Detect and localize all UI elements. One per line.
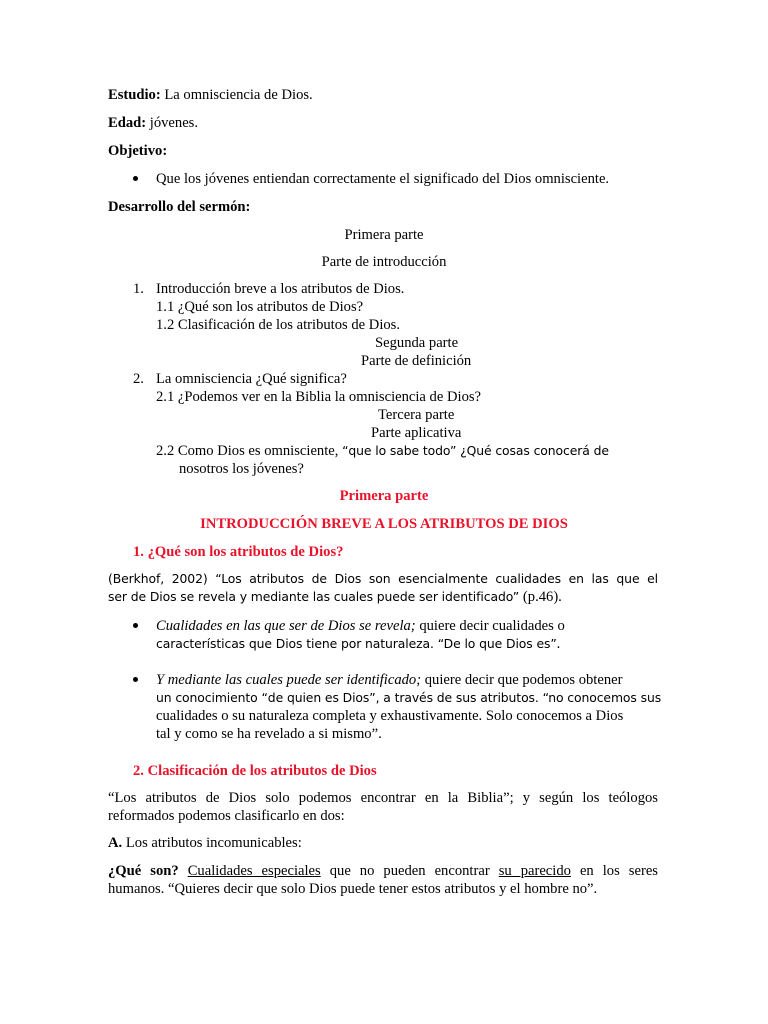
para1-line1: (Berkhof, 2002) “Los atributos de Dios son esencialmente cualidades en las que el: [108, 571, 658, 586]
que-son-line2: humanos. “Quieres decir que solo Dios puede tener estos atributos y el hombre no”.: [108, 881, 598, 897]
estudio-value: La omnisciencia de Dios.: [160, 87, 313, 103]
estudio-line: [108, 86, 313, 104]
bullet1-rest: quiere decir cualidades o: [415, 618, 565, 634]
bullet2-line1: [156, 671, 622, 689]
question-2: 2. Clasificación de los atributos de Dios: [133, 763, 377, 779]
outline-item1-2: 1.2 Clasificación de los atributos de Dios.: [156, 317, 400, 333]
para1-line2: [108, 588, 562, 606]
desarrollo-label: Desarrollo del sermón:: [108, 199, 251, 215]
outline-part3-sub: Parte aplicativa: [371, 425, 462, 441]
edad-line: [108, 114, 198, 132]
outline-item1-number: 1.: [133, 281, 144, 297]
que-son-end: en los seres: [570, 863, 658, 879]
objetivo-bullet: Que los jóvenes entiendan correctamente el significado del Dios omnisciente.: [156, 171, 610, 187]
outline-item1-1: 1.1 ¿Qué son los atributos de Dios?: [156, 299, 364, 315]
objetivo-label: Objetivo:: [108, 143, 168, 159]
outline-item2-2-a: 2.2 Como Dios es omnisciente,: [156, 443, 343, 459]
bullet-dot: [133, 677, 138, 682]
bullet2-line4: tal y como se ha revelado a si mismo”.: [156, 726, 382, 742]
bullet2-italic: Y mediante las cuales puede ser identificado;: [156, 672, 422, 688]
outline-part3-title: Tercera parte: [378, 407, 455, 423]
que-son-label: ¿Qué son?: [108, 863, 179, 879]
para2-line1: “Los atributos de Dios solo podemos encontrar en la Biblia”; y según los teólogos: [108, 790, 658, 806]
outline-item1-text: Introducción breve a los atributos de Dios.: [156, 281, 405, 297]
que-son-underline-1: Cualidades especiales: [187, 863, 321, 879]
outline-item2-text: La omnisciencia ¿Qué significa?: [156, 371, 347, 387]
que-son-mid: que no pueden encontrar: [320, 863, 499, 879]
outline-item2-number: 2.: [133, 371, 144, 387]
subsection-a: [108, 834, 302, 852]
edad-label: Edad:: [108, 115, 147, 131]
bullet1-italic: Cualidades en las que ser de Dios se revela;: [156, 618, 416, 634]
que-son-space: [179, 863, 188, 879]
section-subheading: INTRODUCCIÓN BREVE A LOS ATRIBUTOS DE DIOS: [200, 516, 568, 532]
outline-part2-sub: Parte de definición: [361, 353, 472, 369]
subsection-a-text: Los atributos incomunicables:: [122, 835, 302, 851]
que-son-line1: [108, 862, 658, 880]
outline-part1-sub: Parte de introducción: [321, 254, 447, 270]
outline-item2-2-c: nosotros los jóvenes?: [179, 461, 304, 477]
bullet-dot: [133, 623, 138, 628]
para1-line2-b: (p.46).: [522, 589, 562, 605]
outline-item2-2: [156, 442, 609, 460]
outline-part1-title: Primera parte: [344, 227, 424, 243]
bullet2-line2: un conocimiento “de quien es Dios”, a través de sus atributos. “no conocemos sus: [156, 690, 662, 705]
bullet1-line2-b: .: [556, 636, 561, 652]
bullet1-line1: [156, 617, 565, 635]
bullet-dot: [133, 176, 138, 181]
bullet1-line2-a: características que Dios tiene por naturaleza. “De lo que Dios es”: [156, 636, 557, 651]
outline-item2-1: 2.1 ¿Podemos ver en la Biblia la omnisciencia de Dios?: [156, 389, 482, 405]
edad-value: jóvenes.: [146, 115, 199, 131]
question-1: 1. ¿Qué son los atributos de Dios?: [133, 544, 344, 560]
bullet2-line3: cualidades o su naturaleza completa y exhaustivamente. Solo conocemos a Dios: [156, 708, 624, 724]
para2-line2: reformados podemos clasificarlo en dos:: [108, 808, 345, 824]
bullet1-line2: [156, 635, 560, 653]
estudio-label: Estudio:: [108, 87, 161, 103]
para1-line2-a: ser de Dios se revela y mediante las cuales puede ser identificado”: [108, 589, 523, 604]
section-heading: Primera parte: [339, 488, 429, 504]
bullet2-rest: quiere decir que podemos obtener: [421, 672, 623, 688]
que-son-underline-2: su parecido: [498, 863, 571, 879]
outline-part2-title: Segunda parte: [375, 335, 459, 351]
outline-item2-2-b: “que lo sabe todo” ¿Qué cosas conocerá de: [342, 443, 609, 458]
subsection-a-label: A.: [108, 835, 123, 851]
